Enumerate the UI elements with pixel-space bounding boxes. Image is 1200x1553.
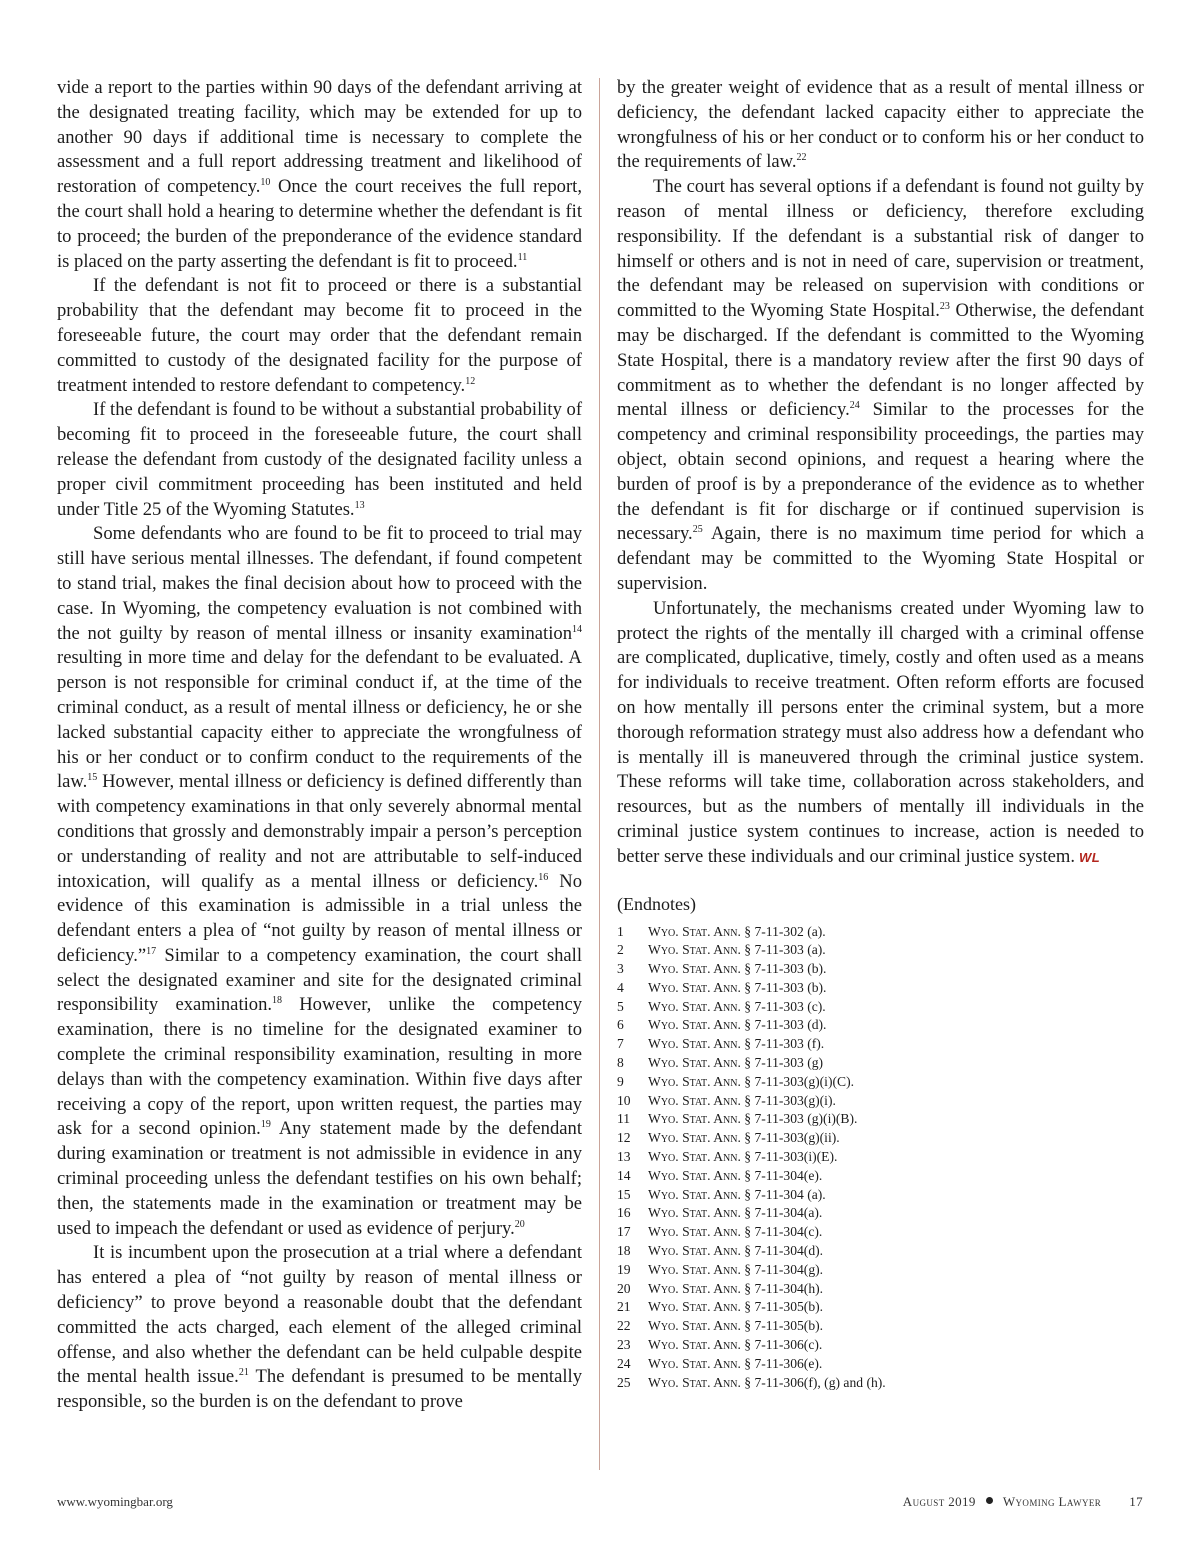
endnote-citation: Wyo. Stat. Ann. § 7-11-304(c).	[648, 1224, 823, 1240]
endnote-item	[617, 923, 1144, 942]
endnote-item	[617, 1204, 1144, 1223]
paragraph: Unfortunately, the mechanisms created under Wyoming law to protect the rights of the mentally ill charged with a criminal offense are complicated, duplicative, timely, costly and often used as a means for individuals to receive treatment. Often reform efforts are focused on how mentally ill persons enter the criminal system, but a more thorough reformation strategy must also address how a defendant who is mentally ill is maneuvered through the criminal justice system. These reforms will take time, collaboration across stakeholders, and resources, but as the numbers of mentally ill individuals in the criminal justice system continues to increase, action is needed to better serve these individuals and our criminal justice system. WL	[617, 597, 1144, 867]
endnote-citation: Wyo. Stat. Ann. § 7-11-304(e).	[648, 1167, 823, 1183]
endnote-citation: Wyo. Stat. Ann. § 7-11-304(h).	[648, 1280, 824, 1296]
endnote-ref[interactable]: 21	[238, 1367, 249, 1379]
endnote-ref[interactable]: 15	[87, 772, 98, 784]
endnote-number: 10	[617, 1092, 631, 1108]
endnote-item	[617, 979, 1144, 998]
endnote-number: 21	[617, 1299, 631, 1315]
endnote-number: 7	[617, 1036, 624, 1052]
footer-issue-info	[903, 1494, 1143, 1510]
endnote-item	[617, 1035, 1144, 1054]
endnotes-list	[617, 923, 1144, 1393]
endnote-citation: Wyo. Stat. Ann. § 7-11-305(b).	[648, 1318, 824, 1334]
endnote-citation: Wyo. Stat. Ann. § 7-11-303 (g)(i)(B).	[648, 1111, 858, 1127]
endnotes-title: (Endnotes)	[617, 893, 696, 914]
endnote-number: 4	[617, 979, 624, 995]
endnote-item	[617, 1016, 1144, 1035]
footer-publication: Wyoming Lawyer	[1002, 1494, 1102, 1509]
endnote-citation: Wyo. Stat. Ann. § 7-11-302 (a).	[648, 923, 826, 939]
wl-end-mark: WL	[1079, 849, 1101, 865]
endnote-citation: Wyo. Stat. Ann. § 7-11-303 (b).	[648, 979, 827, 995]
endnote-number: 3	[617, 961, 624, 977]
paragraph: It is incumbent upon the prosecution at a trial where a defendant has entered a plea of “not guilty by reason of mental illness or deficiency” to prove beyond a reasonable doubt that the defendant committed the acts charged, each element of the alleged criminal offense, and also whether the defendant can be held culpable despite the mental health issue.$^{21}$ The defendant is presumed to be mentally responsible, so the burden is on the defendant to prove	[57, 1242, 582, 1413]
endnote-citation: Wyo. Stat. Ann. § 7-11-304(d).	[648, 1243, 824, 1259]
endnote-number: 1	[617, 923, 624, 939]
endnote-item	[617, 941, 1144, 960]
endnote-item	[617, 1186, 1144, 1205]
page-number: 17	[1129, 1494, 1143, 1509]
paragraph: If the defendant is not fit to proceed or there is a substantial probability that the defendant may become fit to proceed in the foreseeable future, the court may order that the defendant remain committed to custody of the designated facility for the purpose of treatment intended to restore defendant to competency.$^{12}$	[57, 275, 582, 396]
endnote-citation: Wyo. Stat. Ann. § 7-11-303 (a).	[648, 942, 826, 958]
endnote-number: 22	[617, 1318, 631, 1334]
endnote-ref[interactable]: 14	[572, 623, 582, 635]
endnote-number: 19	[617, 1261, 631, 1277]
endnote-item	[617, 1317, 1144, 1336]
endnote-ref[interactable]: 19	[260, 1119, 271, 1131]
endnote-number: 15	[617, 1186, 631, 1202]
endnote-citation: Wyo. Stat. Ann. § 7-11-303 (g)	[648, 1055, 824, 1071]
endnote-citation: Wyo. Stat. Ann. § 7-11-303 (c).	[648, 998, 826, 1014]
endnote-item	[617, 1054, 1144, 1073]
endnote-item	[617, 1110, 1144, 1129]
endnote-item	[617, 1129, 1144, 1148]
endnote-ref[interactable]: 22	[796, 152, 807, 164]
footer-website[interactable]: www.wyomingbar.org	[57, 1494, 173, 1509]
endnote-item	[617, 1073, 1144, 1092]
endnote-number: 9	[617, 1073, 624, 1089]
endnote-item	[617, 1261, 1144, 1280]
endnote-citation: Wyo. Stat. Ann. § 7-11-303(i)(E).	[648, 1149, 838, 1165]
endnote-citation: Wyo. Stat. Ann. § 7-11-303(g)(i).	[648, 1092, 836, 1108]
endnote-citation: Wyo. Stat. Ann. § 7-11-303 (d).	[648, 1017, 827, 1033]
endnote-citation: Wyo. Stat. Ann. § 7-11-303(g)(i)(C).	[648, 1073, 854, 1089]
left-column	[57, 76, 582, 1415]
endnote-item	[617, 1242, 1144, 1261]
paragraph: If the defendant is found to be without a substantial probability of becoming fit to proceed in the foreseeable future, the court shall release the defendant from custody of the designated facility unless a proper civil commitment proceeding has been instituted and held under Title 25 of the Wyoming Statutes.$^{13}$	[57, 399, 583, 520]
endnote-ref[interactable]: 23	[939, 301, 950, 313]
endnote-item	[617, 1374, 1144, 1393]
endnote-number: 5	[617, 998, 624, 1014]
endnote-number: 2	[617, 942, 624, 958]
footer-issue-date: August 2019	[902, 1494, 976, 1509]
endnote-item	[617, 1167, 1144, 1186]
endnote-ref[interactable]: 24	[849, 400, 860, 412]
endnote-citation: Wyo. Stat. Ann. § 7-11-304(g).	[648, 1261, 824, 1277]
endnote-ref[interactable]: 17	[146, 945, 157, 957]
paragraph: vide a report to the parties within 90 days of the defendant arriving at the designated treating facility, which may be extended for up to another 90 days if additional time is necessary to complete the assessment and a full report addressing treatment and likelihood of restoration of competency.$^{10}$ Once the court receives the full report, the court shall hold a hearing to determine whether the defendant is fit to proceed; the burden of the preponderance of the evidence standard is placed on the party asserting the defendant is fit to proceed.$^{11}$	[57, 77, 582, 272]
endnote-citation: Wyo. Stat. Ann. § 7-11-306(f), (g) and (h).	[648, 1374, 886, 1390]
endnote-citation: Wyo. Stat. Ann. § 7-11-304 (a).	[648, 1186, 826, 1202]
endnote-citation: Wyo. Stat. Ann. § 7-11-305(b).	[648, 1299, 824, 1315]
endnote-number: 18	[617, 1243, 631, 1259]
endnote-ref[interactable]: 10	[260, 177, 271, 189]
endnote-item	[617, 1280, 1144, 1299]
endnote-number: 6	[617, 1017, 624, 1033]
endnote-number: 17	[617, 1224, 631, 1240]
endnote-ref[interactable]: 12	[465, 375, 476, 387]
endnote-ref[interactable]: 18	[272, 995, 283, 1007]
endnote-item	[617, 1336, 1144, 1355]
endnote-number: 14	[617, 1167, 631, 1183]
endnote-item	[617, 1092, 1144, 1111]
endnote-item	[617, 1355, 1144, 1374]
paragraph: by the greater weight of evidence that as a result of mental illness or deficiency, the defendant lacked capacity either to appreciate the wrongfulness of his or her conduct or to conform his or her conduct to the requirements of law.$^{22}$	[617, 77, 1144, 173]
endnote-item	[617, 1148, 1144, 1167]
bullet-icon	[986, 1497, 993, 1504]
endnote-number: 23	[617, 1337, 631, 1353]
endnote-item	[617, 998, 1144, 1017]
right-column	[617, 76, 1144, 1392]
endnote-ref[interactable]: 16	[538, 871, 549, 883]
endnote-number: 13	[617, 1149, 631, 1165]
endnote-number: 11	[617, 1111, 631, 1127]
endnote-number: 16	[617, 1205, 631, 1221]
endnote-item	[617, 1223, 1144, 1242]
endnote-number: 20	[617, 1280, 631, 1296]
endnote-number: 25	[617, 1374, 631, 1390]
endnote-citation: Wyo. Stat. Ann. § 7-11-303 (f).	[648, 1036, 825, 1052]
endnote-number: 24	[617, 1355, 631, 1371]
endnote-citation: Wyo. Stat. Ann. § 7-11-303(g)(ii).	[648, 1130, 840, 1146]
endnote-ref[interactable]: 13	[354, 499, 365, 511]
endnote-citation: Wyo. Stat. Ann. § 7-11-304(a).	[648, 1205, 823, 1221]
column-divider	[599, 78, 600, 1470]
endnote-ref[interactable]: 25	[692, 524, 703, 536]
endnote-number: 12	[617, 1130, 631, 1146]
paragraph: Some defendants who are found to be fit to proceed to trial may still have serious mental illnesses. The defendant, if found competent to stand trial, makes the final decision about how to proceed with the case. In Wyoming, the competency evaluation is not combined with the not guilty by reason of mental illness or insanity examination$^{14}$ resulting in more time and delay for the defendant to be evaluated. A person is not responsible for criminal conduct if, at the time of the criminal conduct, as a result of mental illness or deficiency, he or she lacked substantial capacity either to appreciate the wrongfulness of his or her conduct or to confirm conduct to the requirements of the law.$^{15}$ However, mental illness or deficiency is defined differently than with competency examinations in that only severely abnormal mental conditions that grossly and demonstrably impair a person’s perception or understanding of reality and not are attributable to self-induced intoxication, will qualify as a mental illness or deficiency.$^{16}$ No evidence of this examination is admissible in a trial unless the defendant enters a plea of “not guilty by reason of mental illness or deficiency.”$^{17}$ Similar to a competency examination, the court shall select the designated examiner and site for the designated criminal responsibility examination.$^{18}$ However, unlike the competency examination, there is no timeline for the designated examiner to complete the criminal responsibility examination, resulting in more delays than with the competency examination. Within five days after receiving a copy of the report, upon written request, the parties may ask for a second opinion.$^{19}$ Any statement made by the defendant during examination or treatment is not admissible in evidence in any criminal proceeding unless the defendant testifies on his own behalf; then, the statements made in the examination or treatment may be used to impeach the defendant or used as evidence of perjury.$^{20}$	[57, 523, 583, 1239]
endnote-item	[617, 1298, 1144, 1317]
endnote-item	[617, 960, 1144, 979]
endnote-citation: Wyo. Stat. Ann. § 7-11-306(c).	[648, 1337, 823, 1353]
endnote-citation: Wyo. Stat. Ann. § 7-11-303 (b).	[648, 961, 827, 977]
endnote-ref[interactable]: 11	[517, 251, 528, 263]
paragraph: The court has several options if a defendant is found not guilty by reason of mental illness or deficiency, therefore excluding responsibility. If the defendant is a substantial risk of danger to himself or others and is not in need of care, supervision or treatment, the defendant may be released on supervision with conditions or committed to the Wyoming State Hospital.$^{23}$ Otherwise, the defendant may be discharged. If the defendant is committed to the Wyoming State Hospital, there is a mandatory review after the first 90 days of commitment as to whether the defendant is no longer affected by mental illness or deficiency.$^{24}$ Similar to the processes for the competency and criminal responsibility proceedings, the parties may object, obtain second opinions, and request a hearing where the burden of proof is by a preponderance of the evidence as to whether the defendant is fit for discharge or if continued supervision is necessary.$^{25}$ Again, there is no maximum time period for which a defendant may be committed to the Wyoming State Hospital or supervision.	[617, 176, 1144, 594]
endnote-number: 8	[617, 1055, 624, 1071]
endnote-ref[interactable]: 20	[514, 1218, 525, 1230]
endnote-citation: Wyo. Stat. Ann. § 7-11-306(e).	[648, 1355, 823, 1371]
